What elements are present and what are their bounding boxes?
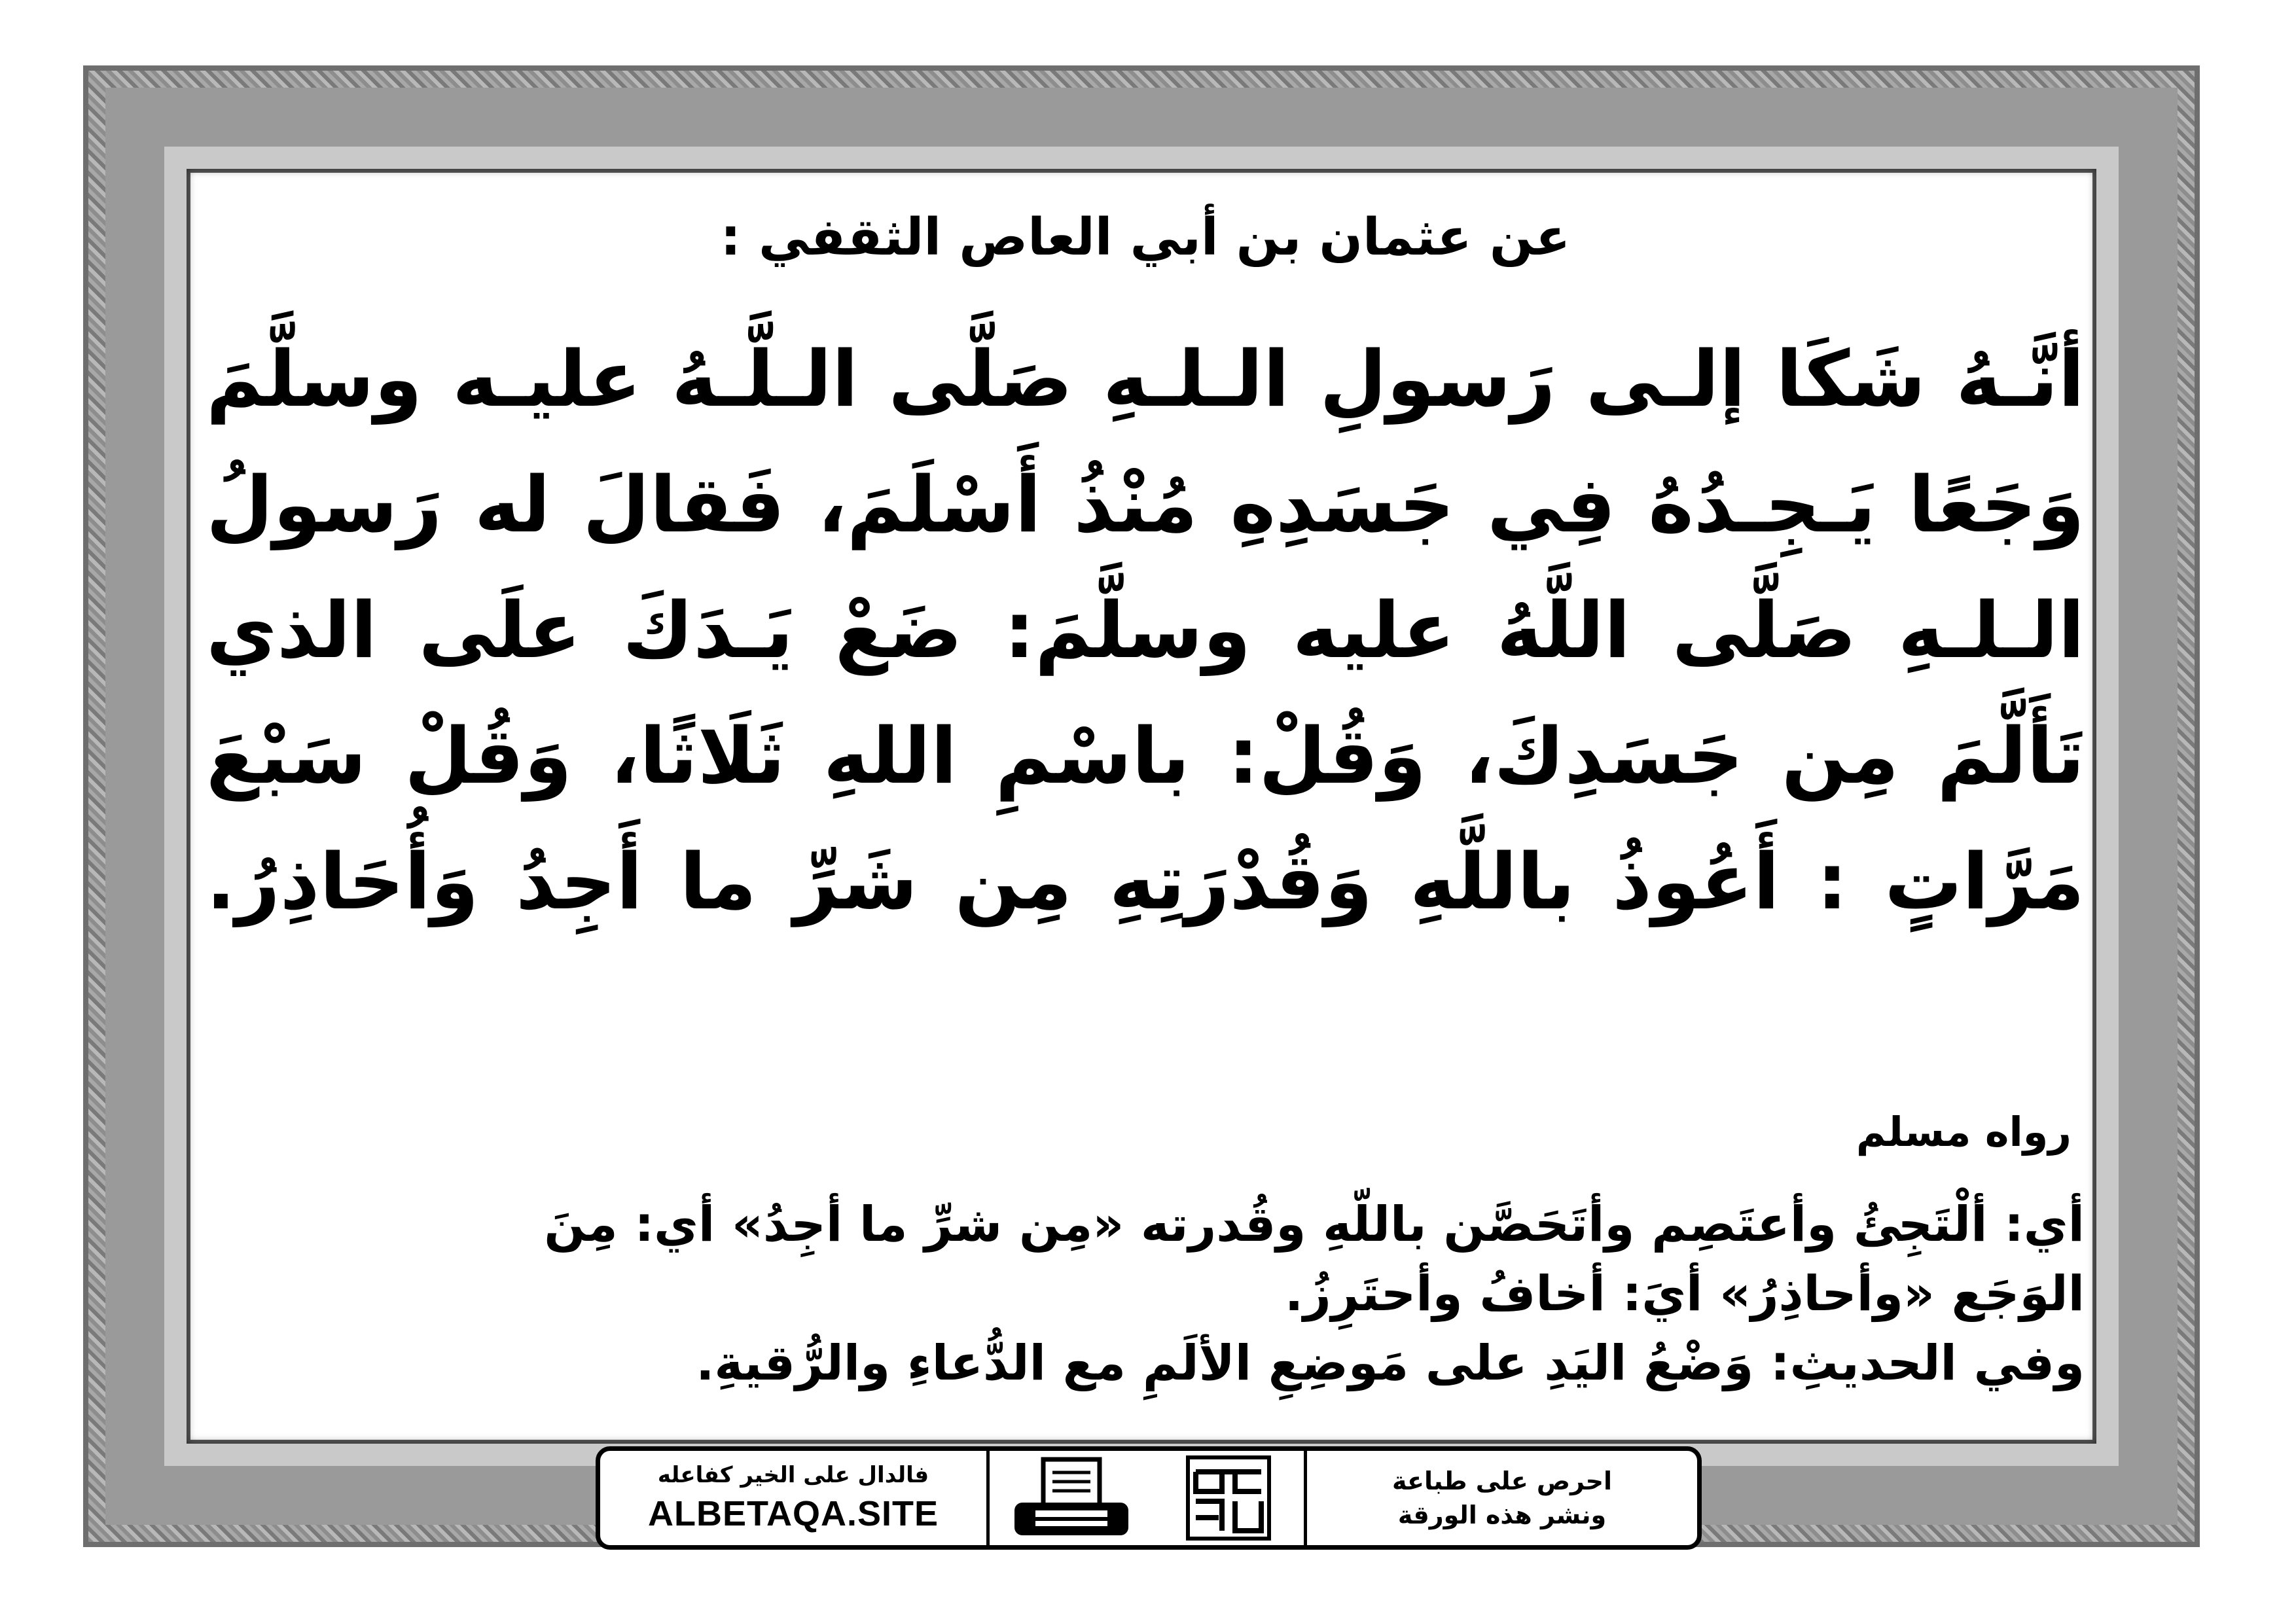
explanation-line: وفي الحديثِ: وَضْعُ اليَدِ على مَوضِعِ الألَمِ مع الدُّعاءِ والرُّقيةِ. (696, 1335, 2085, 1391)
footer-bar (596, 1446, 1702, 1550)
footer-call-line2: ونشر هذه الورقة (1397, 1501, 1607, 1529)
hadith-line: أنَّـهُ شَكَا إلـى رَسولِ الـلـهِ صَلَّى الـلَّـهُ عليـه وسلَّمَ (206, 334, 2085, 424)
hadith-source: رواه مسلم (1856, 1108, 2072, 1156)
logo-icon (1153, 1451, 1304, 1545)
footer-slogan: فالدال على الخير كفاعله (657, 1462, 929, 1488)
footer-site-block (600, 1451, 990, 1545)
hadith-line: تَأَلَّمَ مِن جَسَدِكَ، وَقُلْ: باسْمِ اللهِ ثَلَاثًا، وَقُلْ سَبْعَ (206, 711, 2085, 801)
hadith-line: مَرَّاتٍ : أَعُوذُ باللَّهِ وَقُدْرَتِهِ مِن شَرِّ ما أَجِدُ وَأُحَاذِرُ. (206, 836, 2085, 927)
explanation-line: الوَجَع «وأحاذِرُ» أيَ: أخافُ وأحتَرِزُ. (1284, 1266, 2085, 1322)
footer-site-link[interactable]: ALBETAQA.SITE (648, 1494, 939, 1533)
hadith-line: وَجَعًا يَـجِـدُهُ فِي جَسَدِهِ مُنْذُ أَسْلَمَ، فَقالَ له رَسولُ (206, 459, 2085, 550)
hadith-text (206, 316, 2085, 944)
explanation-line: أي: ألْتَجِئُ وأعتَصِم وأتَحَصَّن باللّهِ وقُدرته «مِن شرِّ ما أجِدُ» أي: مِنَ (544, 1196, 2085, 1253)
explanation-text (203, 1190, 2085, 1398)
narrator-line: عن عثمان بن أبي العاص الثقفي : (720, 208, 1571, 267)
printer-icon (990, 1451, 1153, 1545)
hadith-line: الـلـهِ صَلَّى اللَّهُ عليه وسلَّمَ: ضَعْ يَـدَكَ علَى الذي (206, 585, 2085, 675)
card-content (190, 169, 2101, 1406)
footer-call-line1: احرص على طباعة (1391, 1467, 1613, 1495)
footer-call-block (1304, 1451, 1697, 1545)
